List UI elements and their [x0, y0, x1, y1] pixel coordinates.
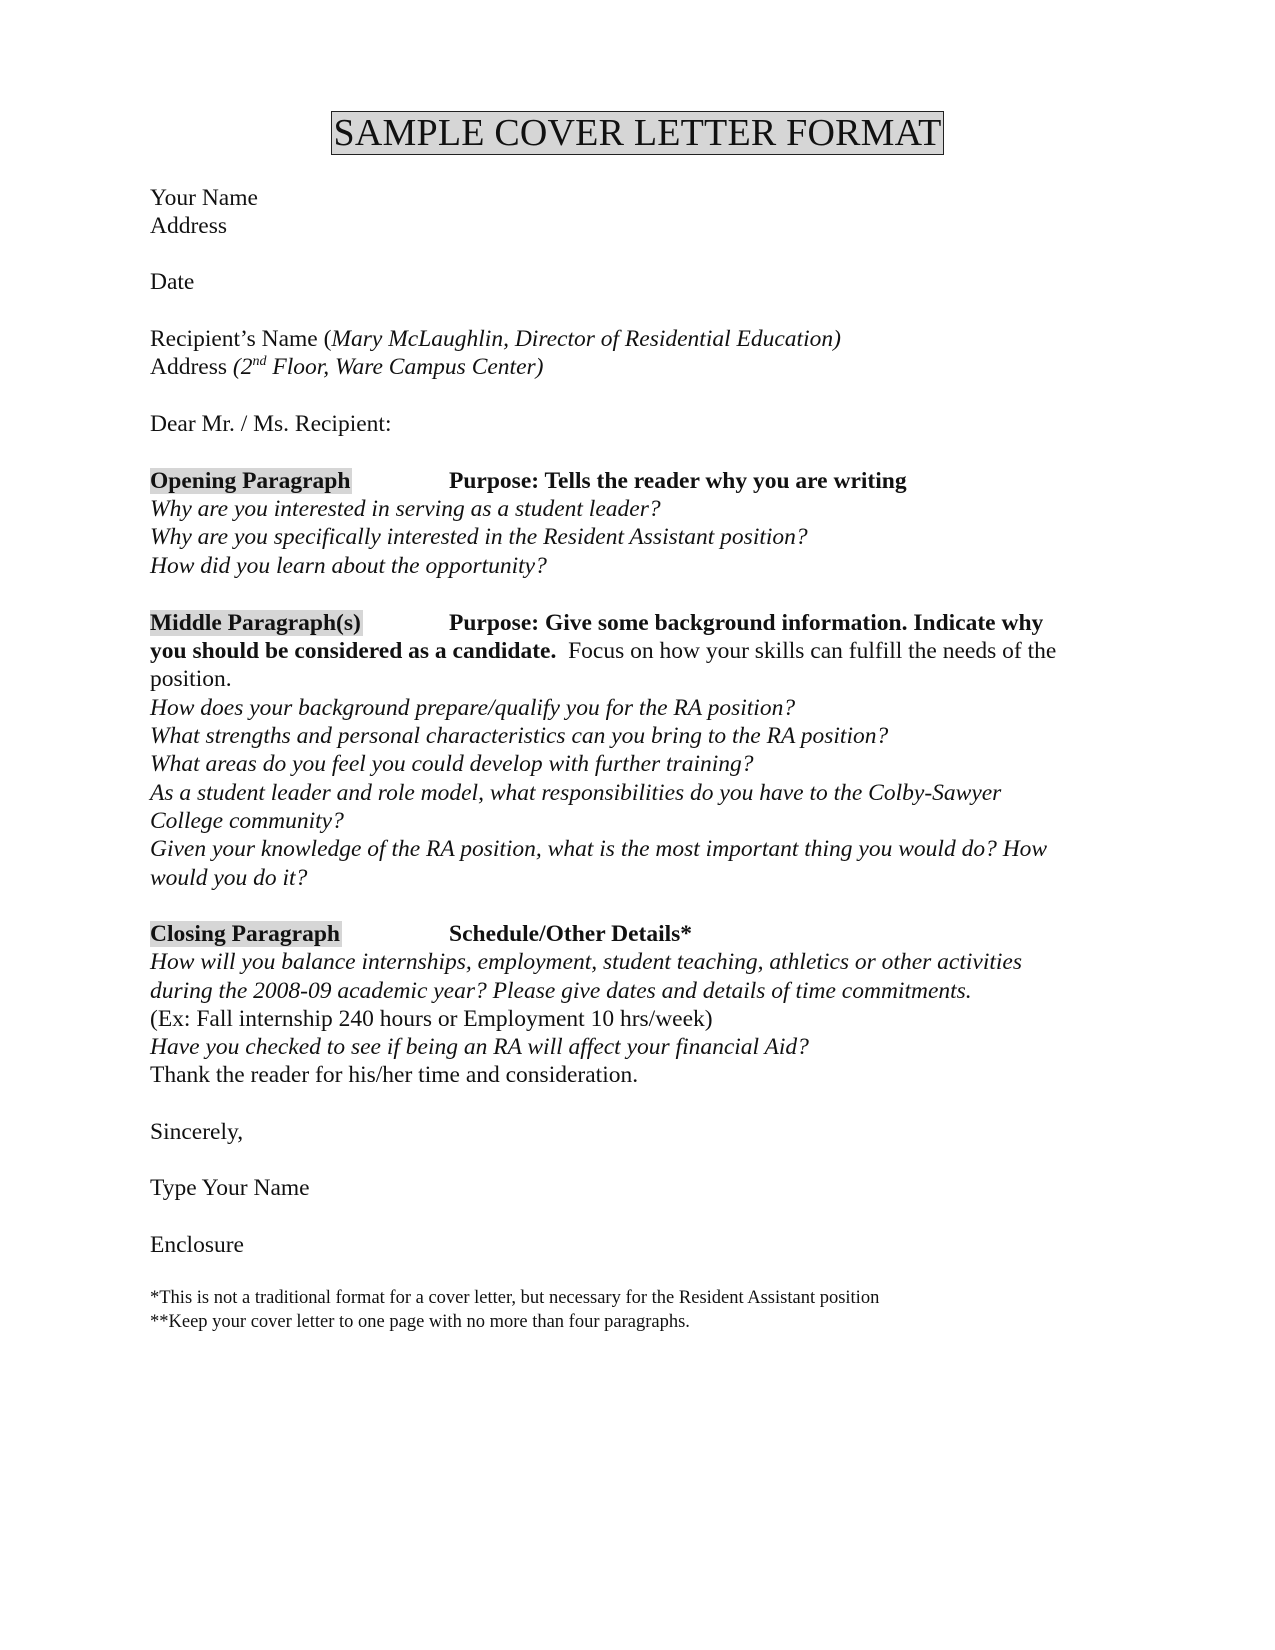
sender-name: Your Name	[150, 185, 258, 211]
footnote: *This is not a traditional format for a cover letter, but necessary for the Resident Assistant position	[150, 1288, 880, 1308]
page-title: SAMPLE COVER LETTER FORMAT	[331, 111, 945, 155]
closing-line: during the 2008-09 academic year? Please give dates and details of time commitments.	[150, 978, 972, 1004]
title-container	[0, 111, 1275, 155]
recipient-name-label: Recipient’s Name (	[150, 326, 332, 352]
opening-purpose: Purpose: Tells the reader why you are writing	[449, 468, 907, 494]
middle-heading	[150, 609, 363, 637]
middle-question: would you do it?	[150, 865, 308, 891]
middle-purpose-rest: Focus on how your skills can fulfill the needs of the	[556, 638, 1057, 664]
footnote: **Keep your cover letter to one page with no more than four paragraphs.	[150, 1312, 690, 1332]
recipient-address-example-post: Floor, Ware Campus Center)	[266, 354, 544, 380]
middle-question: Given your knowledge of the RA position, what is the most important thing you would do? How	[150, 836, 1048, 862]
closing-heading-label: Closing Paragraph	[150, 921, 340, 947]
date-line: Date	[150, 269, 195, 295]
enclosure: Enclosure	[150, 1232, 244, 1258]
middle-question: What areas do you feel you could develop with further training?	[150, 751, 754, 777]
opening-question: Why are you specifically interested in the Resident Assistant position?	[150, 524, 808, 550]
middle-purpose-line2	[150, 637, 1056, 665]
closing-line: How will you balance internships, employment, student teaching, athletics or other activities	[150, 949, 1022, 975]
recipient-address-label: Address	[150, 354, 233, 380]
opening-heading	[150, 467, 352, 495]
salutation: Dear Mr. / Ms. Recipient:	[150, 411, 392, 437]
signoff: Sincerely,	[150, 1119, 244, 1145]
recipient-name-example: Mary McLaughlin, Director of Residential Education)	[331, 326, 841, 352]
opening-question: Why are you interested in serving as a student leader?	[150, 496, 661, 522]
closing-thanks-line: Thank the reader for his/her time and consideration.	[150, 1062, 639, 1088]
opening-question: How did you learn about the opportunity?	[150, 553, 547, 579]
middle-purpose-bold: you should be considered as a candidate.	[150, 638, 557, 664]
middle-question: College community?	[150, 808, 344, 834]
recipient-address-line	[150, 353, 543, 381]
middle-purpose: Purpose: Give some background information. Indicate why	[449, 610, 1044, 636]
recipient-name-line	[150, 325, 841, 353]
closing-purpose: Schedule/Other Details*	[449, 921, 693, 947]
middle-question: How does your background prepare/qualify you for the RA position?	[150, 695, 796, 721]
middle-heading-label: Middle Paragraph(s)	[150, 610, 361, 636]
closing-example-line: (Ex: Fall internship 240 hours or Employment 10 hrs/week)	[150, 1006, 713, 1032]
middle-question: What strengths and personal characteristics can you bring to the RA position?	[150, 723, 889, 749]
sender-address: Address	[150, 213, 228, 239]
recipient-address-example-pre: (2	[232, 354, 253, 380]
signature: Type Your Name	[150, 1175, 310, 1201]
closing-line: Have you checked to see if being an RA will affect your financial Aid?	[150, 1034, 809, 1060]
recipient-address-superscript: nd	[252, 354, 267, 370]
middle-question: As a student leader and role model, what responsibilities do you have to the Colby-Sawyer	[150, 780, 1002, 806]
middle-purpose-line3: position.	[150, 666, 232, 692]
closing-heading	[150, 920, 342, 948]
opening-heading-label: Opening Paragraph	[150, 468, 351, 494]
